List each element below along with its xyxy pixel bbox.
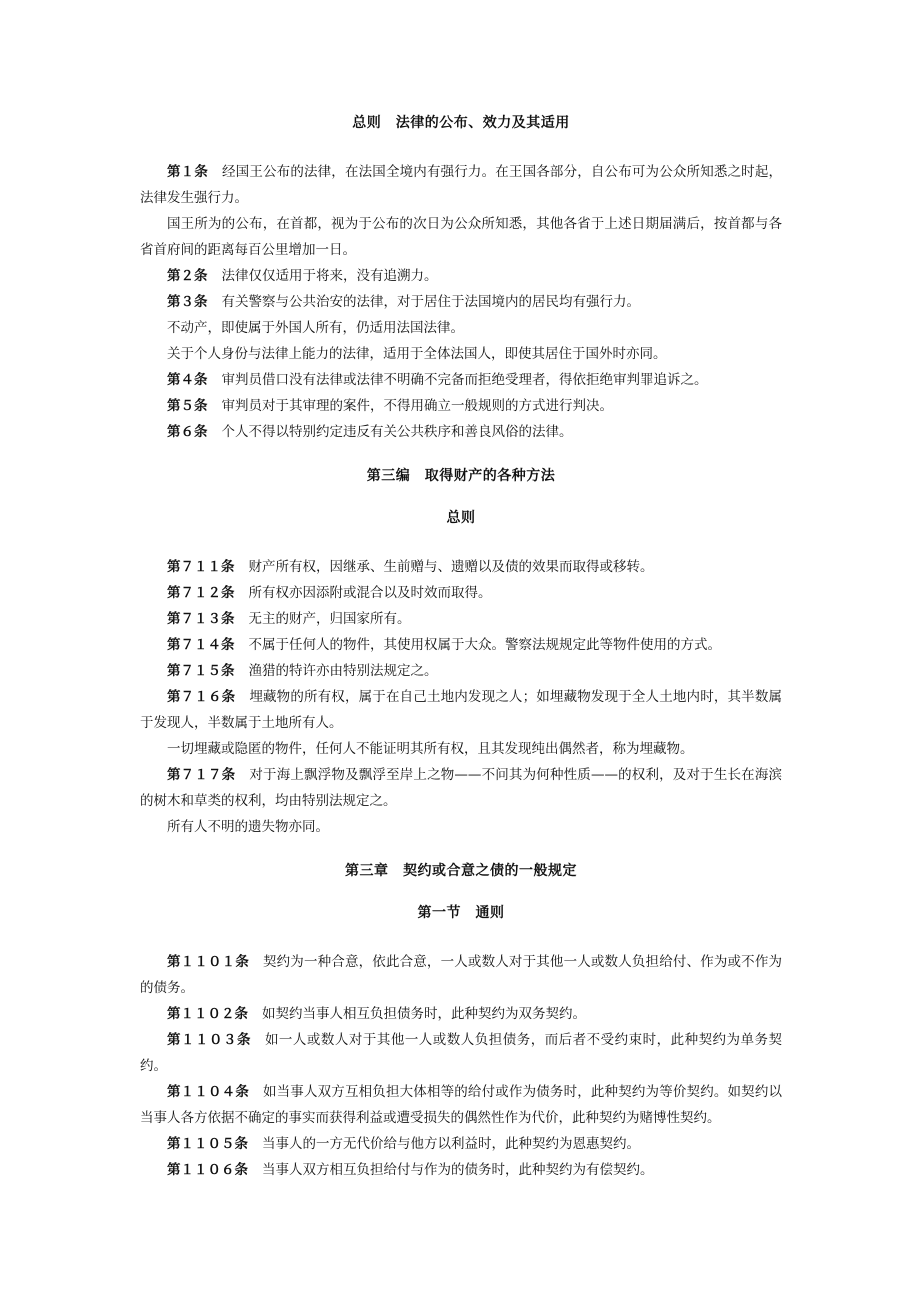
article-text: 个人不得以特别约定违反有关公共秩序和善良风俗的法律。 (221, 424, 573, 440)
article-paragraph (140, 1157, 782, 1183)
article-number: 第３条 (167, 294, 208, 310)
article-paragraph (140, 341, 782, 367)
article-number: 第７１１条 (167, 559, 235, 575)
section-heading: 第三编 取得财产的各种方法 (366, 468, 556, 484)
article-text: 所有人不明的遗失物亦同。 (167, 819, 329, 835)
article-paragraph (140, 949, 782, 1001)
article-number: 第１１０４条 (167, 1084, 249, 1100)
article-text: 经国王公布的法律，在法国全境内有强行力。在王国各部分，自公布可为公众所知悉之时起，法律发生强行力。 (140, 164, 783, 206)
article-paragraph (140, 211, 782, 263)
article-number: 第１１０３条 (167, 1032, 251, 1048)
article-number: 第１１０５条 (167, 1136, 248, 1152)
article-paragraph (140, 367, 782, 393)
section-heading: 总则 法律的公布、效力及其适用 (352, 115, 570, 131)
article-paragraph (140, 736, 782, 762)
article-number: 第１条 (167, 164, 208, 180)
article-text: 不动产，即使属于外国人所有，仍适用法国法律。 (167, 320, 464, 336)
article-text: 审判员借口没有法律或法律不明确不完备而拒绝受理者，得依拒绝审判罪追诉之。 (221, 372, 708, 388)
section-heading: 第三章 契约或合意之债的一般规定 (345, 863, 577, 879)
article-text: 当事人的一方无代价给与他方以利益时，此种契约为恩惠契约。 (262, 1136, 640, 1152)
article-number: 第５条 (167, 398, 208, 414)
article-text: 如一人或数人对于其他一人或数人负担债务，而后者不受约束时，此种契约为单务契约。 (140, 1032, 783, 1074)
article-paragraph (140, 315, 782, 341)
article-number: 第７１５条 (167, 663, 235, 679)
article-text: 如当事人双方互相负担大体相等的给付或作为债务时，此种契约为等价契约。如契约以当事人各方依据不确定的事实而获得利益或遭受损失的偶然性作为代价，此种契约为赌博性契约。 (140, 1084, 783, 1126)
article-number: 第４条 (167, 372, 208, 388)
article-number: 第２条 (167, 268, 208, 284)
article-number: 第７１３条 (167, 611, 235, 627)
article-number: 第７１４条 (167, 637, 235, 653)
article-paragraph (140, 159, 782, 211)
article-text: 关于个人身份与法律上能力的法律，适用于全体法国人，即使其居住于国外时亦同。 (167, 346, 667, 362)
article-text: 埋藏物的所有权，属于在自己土地内发现之人；如埋藏物发现于全人土地内时，其半数属于发现人，半数属于土地所有人。 (140, 689, 783, 731)
article-number: 第７１７条 (167, 767, 236, 783)
article-paragraph (140, 393, 782, 419)
article-text: 法律仅仅适用于将来，没有追溯力。 (221, 268, 438, 284)
article-paragraph (140, 684, 782, 736)
article-text: 不属于任何人的物件，其使用权属于大众。警察法规规定此等物件使用的方式。 (248, 637, 721, 653)
article-paragraph (140, 419, 782, 445)
article-text: 所有权亦因添附或混合以及时效而取得。 (248, 585, 492, 601)
document-page (140, 112, 782, 1183)
article-paragraph (140, 263, 782, 289)
article-number: 第６条 (167, 424, 208, 440)
article-number: 第１１０１条 (167, 954, 249, 970)
article-text: 一切埋藏或隐匿的物件，任何人不能证明其所有权，且其发现纯出偶然者，称为埋藏物。 (167, 741, 694, 757)
article-text: 无主的财产，归国家所有。 (248, 611, 411, 627)
article-text: 契约为一种合意，依此合意，一人或数人对于其他一人或数人负担给付、作为或不作为的债务。 (140, 954, 783, 996)
article-paragraph (140, 814, 782, 840)
article-paragraph (140, 1027, 782, 1079)
article-number: 第７１２条 (167, 585, 235, 601)
article-text: 对于海上飘浮物及飘浮至岸上之物——不问其为何种性质——的权利，及对于生长在海滨的树木和草类的权利，均由特别法规定之。 (140, 767, 783, 809)
article-paragraph (140, 762, 782, 814)
article-text: 如契约当事人相互负担债务时，此种契约为双务契约。 (262, 1006, 586, 1022)
article-paragraph (140, 658, 782, 684)
article-paragraph (140, 580, 782, 606)
article-paragraph (140, 606, 782, 632)
article-paragraph (140, 1001, 782, 1027)
section-heading: 总则 (446, 510, 476, 526)
section-heading: 第一节 通则 (417, 905, 505, 921)
article-number: 第１１０２条 (167, 1006, 248, 1022)
article-text: 有关警察与公共治安的法律，对于居住于法国境内的居民均有强行力。 (221, 294, 640, 310)
article-paragraph (140, 289, 782, 315)
article-text: 渔猎的特许亦由特别法规定之。 (248, 663, 438, 679)
article-number: 第７１６条 (167, 689, 236, 705)
article-paragraph (140, 1079, 782, 1131)
article-paragraph (140, 554, 782, 580)
article-text: 当事人双方相互负担给付与作为的债务时，此种契约为有偿契约。 (262, 1162, 654, 1178)
article-text: 国王所为的公布，在首都，视为于公布的次日为公众所知悉，其他各省于上述日期届满后，按首都与各省首府间的距离每百公里增加一日。 (140, 216, 782, 258)
article-paragraph (140, 632, 782, 658)
article-text: 审判员对于其审理的案件，不得用确立一般规则的方式进行判决。 (221, 398, 613, 414)
article-text: 财产所有权，因继承、生前赠与、遗赠以及债的效果而取得或移转。 (248, 559, 654, 575)
article-number: 第１１０６条 (167, 1162, 248, 1178)
article-paragraph (140, 1131, 782, 1157)
